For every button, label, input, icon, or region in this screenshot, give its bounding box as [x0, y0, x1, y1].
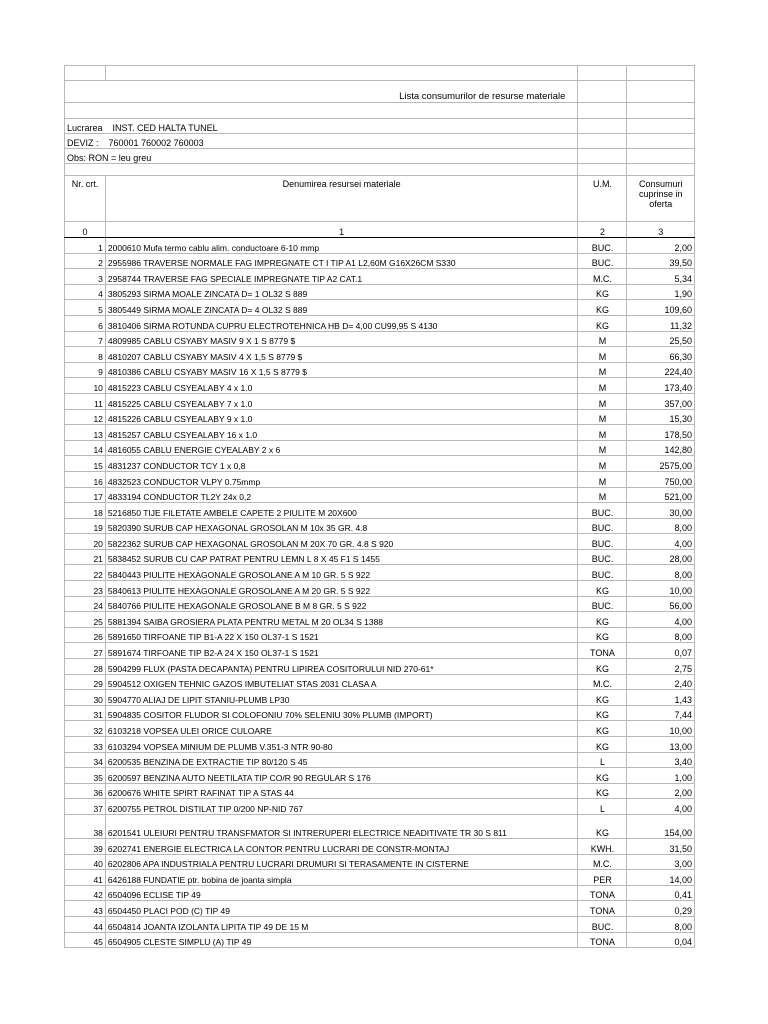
- row-number: 15: [65, 456, 106, 472]
- table-row: [65, 596, 695, 612]
- table-row: [65, 440, 695, 456]
- table-row: [65, 854, 695, 870]
- header-name: Denumirea resursei materiale: [105, 176, 578, 222]
- material-name: 5838452 SURUB CU CAP PATRAT PENTRU LEMN L 8 X 45 F1 S 1455: [105, 549, 578, 565]
- quantity: 3,40: [627, 752, 695, 768]
- quantity: 39,50: [627, 253, 695, 269]
- table-row: [65, 901, 695, 917]
- title-row: [65, 81, 695, 103]
- quantity: 357,00: [627, 393, 695, 409]
- material-name: 4810207 CABLU CSYABY MASIV 4 X 1,5 S 8779 $: [105, 347, 578, 363]
- blank-row: [65, 164, 695, 176]
- quantity: 2575,00: [627, 456, 695, 472]
- material-name: 4815226 CABLU CSYEALABY 9 x 1.0: [105, 409, 578, 425]
- table-row: [65, 362, 695, 378]
- quantity: 8,00: [627, 565, 695, 581]
- unit-of-measure: BUC.: [578, 549, 627, 565]
- row-number: 4: [65, 284, 106, 300]
- table-row: [65, 581, 695, 597]
- quantity: 13,00: [627, 737, 695, 753]
- material-name: 2958744 TRAVERSE FAG SPECIALE IMPREGNATE TIP A2 CAT.1: [105, 269, 578, 285]
- material-name: 5904299 FLUX (PASTA DECAPANTA) PENTRU LIPIREA COSITORULUI NID 270-61*: [105, 659, 578, 675]
- index-cell: 0: [65, 222, 106, 238]
- unit-of-measure: M.C.: [578, 674, 627, 690]
- quantity: 1,90: [627, 284, 695, 300]
- quantity: 66,30: [627, 347, 695, 363]
- unit-of-measure: M: [578, 362, 627, 378]
- header-qty: Consumuri cuprinse in oferta: [627, 176, 695, 222]
- table-row: [65, 549, 695, 565]
- material-name: 6504450 PLACI POD (C) TIP 49: [105, 901, 578, 917]
- quantity: 8,00: [627, 627, 695, 643]
- row-number: 13: [65, 425, 106, 441]
- unit-of-measure: KG: [578, 612, 627, 628]
- table-row: [65, 425, 695, 441]
- material-name: 5820390 SURUB CAP HEXAGONAL GROSOLAN M 10x 35 GR. 4.8: [105, 518, 578, 534]
- material-name: 6200535 BENZINA DE EXTRACTIE TIP 80/120 S 45: [105, 752, 578, 768]
- unit-of-measure: KG: [578, 581, 627, 597]
- row-number: 12: [65, 409, 106, 425]
- lucrarea-row: [65, 119, 695, 134]
- row-number: 40: [65, 854, 106, 870]
- material-name: 3805449 SIRMA MOALE ZINCATA D= 4 OL32 S 889: [105, 300, 578, 316]
- quantity: 3,00: [627, 854, 695, 870]
- table-row: [65, 752, 695, 768]
- table-row: [65, 612, 695, 628]
- row-number: 31: [65, 705, 106, 721]
- unit-of-measure: L: [578, 799, 627, 815]
- table-row: [65, 674, 695, 690]
- quantity: 2,40: [627, 674, 695, 690]
- table-row: [65, 768, 695, 784]
- quantity: 4,00: [627, 612, 695, 628]
- index-row: [65, 222, 695, 238]
- table-row: [65, 269, 695, 285]
- table-row: [65, 409, 695, 425]
- material-name: 4831237 CONDUCTOR TCY 1 x 0,8: [105, 456, 578, 472]
- material-name: 6200755 PETROL DISTILAT TIP 0/200 NP-NID 767: [105, 799, 578, 815]
- row-number: 1: [65, 238, 106, 254]
- material-name: 6103218 VOPSEA ULEI ORICE CULOARE: [105, 721, 578, 737]
- table-row: [65, 799, 695, 815]
- lucrarea-value: INST. CED HALTA TUNEL: [112, 123, 218, 133]
- material-name: 6201541 ULEIURI PENTRU TRANSFMATOR SI INTRERUPERI ELECTRICE NEADITIVATE TR 30 S 811: [105, 814, 578, 838]
- material-list-sheet: [64, 65, 695, 948]
- row-number: 25: [65, 612, 106, 628]
- row-number: 23: [65, 581, 106, 597]
- material-name: 5904770 ALIAJ DE LIPIT STANIU-PLUMB LP30: [105, 690, 578, 706]
- unit-of-measure: M: [578, 440, 627, 456]
- row-number: 2: [65, 253, 106, 269]
- quantity: 1,43: [627, 690, 695, 706]
- row-number: 17: [65, 487, 106, 503]
- table-row: [65, 315, 695, 331]
- table-row: [65, 347, 695, 363]
- unit-of-measure: M: [578, 456, 627, 472]
- row-number: 34: [65, 752, 106, 768]
- unit-of-measure: KG: [578, 690, 627, 706]
- table-row: [65, 705, 695, 721]
- row-number: 41: [65, 870, 106, 886]
- unit-of-measure: KG: [578, 768, 627, 784]
- material-name: 4815223 CABLU CSYEALABY 4 x 1.0: [105, 378, 578, 394]
- table-row: [65, 378, 695, 394]
- unit-of-measure: M: [578, 393, 627, 409]
- unit-of-measure: M: [578, 331, 627, 347]
- material-name: 6202741 ENERGIE ELECTRICA LA CONTOR PENTRU LUCRARI DE CONSTR-MONTAJ: [105, 838, 578, 854]
- table-row: [65, 643, 695, 659]
- header-um: U.M.: [578, 176, 627, 222]
- unit-of-measure: BUC.: [578, 596, 627, 612]
- table-row: [65, 300, 695, 316]
- table-row: [65, 814, 695, 838]
- table-row: [65, 487, 695, 503]
- table-row: [65, 518, 695, 534]
- unit-of-measure: M: [578, 409, 627, 425]
- deviz-row: [65, 134, 695, 149]
- blank-row: [65, 103, 695, 119]
- row-number: 32: [65, 721, 106, 737]
- row-number: 21: [65, 549, 106, 565]
- row-number: 37: [65, 799, 106, 815]
- quantity: 2,75: [627, 659, 695, 675]
- row-number: 18: [65, 503, 106, 519]
- quantity: 10,00: [627, 581, 695, 597]
- quantity: 521,00: [627, 487, 695, 503]
- index-cell: 3: [627, 222, 695, 238]
- row-number: 36: [65, 783, 106, 799]
- unit-of-measure: KWH.: [578, 838, 627, 854]
- quantity: 154,00: [627, 814, 695, 838]
- material-name: 6200597 BENZINA AUTO NEETILATA TIP CO/R 90 REGULAR S 176: [105, 768, 578, 784]
- quantity: 10,00: [627, 721, 695, 737]
- lucrarea-label: Lucrarea: [67, 123, 103, 133]
- row-number: 6: [65, 315, 106, 331]
- material-name: 5216850 TIJE FILETATE AMBELE CAPETE 2 PIULITE M 20X600: [105, 503, 578, 519]
- table-row: [65, 627, 695, 643]
- quantity: 14,00: [627, 870, 695, 886]
- blank-row: [65, 66, 695, 81]
- material-name: 6200676 WHITE SPIRT RAFINAT TIP A STAS 44: [105, 783, 578, 799]
- quantity: 4,00: [627, 534, 695, 550]
- material-name: 6103294 VOPSEA MINIUM DE PLUMB V.351-3 NTR 90-80: [105, 737, 578, 753]
- document-title: Lista consumurilor de resurse materiale: [105, 81, 578, 103]
- row-number: 22: [65, 565, 106, 581]
- table-row: [65, 916, 695, 932]
- unit-of-measure: KG: [578, 284, 627, 300]
- row-number: 5: [65, 300, 106, 316]
- unit-of-measure: M: [578, 487, 627, 503]
- index-cell: 2: [578, 222, 627, 238]
- row-number: 45: [65, 932, 106, 948]
- material-name: 2000610 Mufa termo cablu alim. conductoare 6-10 mmp: [105, 238, 578, 254]
- table-row: [65, 534, 695, 550]
- material-name: 5891650 TIRFOANE TIP B1-A 22 X 150 OL37-1 S 1521: [105, 627, 578, 643]
- row-number: 20: [65, 534, 106, 550]
- unit-of-measure: TONA: [578, 901, 627, 917]
- row-number: 44: [65, 916, 106, 932]
- quantity: 0,29: [627, 901, 695, 917]
- quantity: 173,40: [627, 378, 695, 394]
- obs-note: Obs: RON = leu greu: [65, 149, 578, 164]
- unit-of-measure: KG: [578, 627, 627, 643]
- material-name: 5904512 OXIGEN TEHNIC GAZOS IMBUTELIAT STAS 2031 CLASA A: [105, 674, 578, 690]
- obs-row: [65, 149, 695, 164]
- quantity: 30,00: [627, 503, 695, 519]
- row-number: 33: [65, 737, 106, 753]
- deviz-label: DEVIZ :: [67, 138, 99, 148]
- quantity: 142,80: [627, 440, 695, 456]
- quantity: 178,50: [627, 425, 695, 441]
- material-name: 4815225 CABLU CSYEALABY 7 x 1.0: [105, 393, 578, 409]
- table-row: [65, 885, 695, 901]
- unit-of-measure: KG: [578, 300, 627, 316]
- quantity: 2,00: [627, 783, 695, 799]
- unit-of-measure: L: [578, 752, 627, 768]
- row-number: 29: [65, 674, 106, 690]
- table-row: [65, 838, 695, 854]
- row-number: 9: [65, 362, 106, 378]
- table-row: [65, 783, 695, 799]
- unit-of-measure: M.C.: [578, 854, 627, 870]
- material-name: 4809985 CABLU CSYABY MASIV 9 X 1 S 8779 $: [105, 331, 578, 347]
- material-name: 6504814 JOANTA IZOLANTA LIPITA TIP 49 DE 15 M: [105, 916, 578, 932]
- row-number: 43: [65, 901, 106, 917]
- row-number: 8: [65, 347, 106, 363]
- row-number: 3: [65, 269, 106, 285]
- header-nr: Nr. crt.: [65, 176, 106, 222]
- unit-of-measure: TONA: [578, 643, 627, 659]
- unit-of-measure: TONA: [578, 932, 627, 948]
- row-number: 14: [65, 440, 106, 456]
- unit-of-measure: PER: [578, 870, 627, 886]
- table-row: [65, 331, 695, 347]
- unit-of-measure: M.C.: [578, 269, 627, 285]
- unit-of-measure: KG: [578, 721, 627, 737]
- material-name: 4816055 CABLU ENERGIE CYEALABY 2 x 6: [105, 440, 578, 456]
- unit-of-measure: KG: [578, 737, 627, 753]
- table-row: [65, 690, 695, 706]
- material-name: 6202806 APA INDUSTRIALA PENTRU LUCRARI DRUMURI SI TERASAMENTE IN CISTERNE: [105, 854, 578, 870]
- unit-of-measure: BUC.: [578, 503, 627, 519]
- unit-of-measure: KG: [578, 814, 627, 838]
- quantity: 7,44: [627, 705, 695, 721]
- row-number: 42: [65, 885, 106, 901]
- quantity: 8,00: [627, 916, 695, 932]
- material-name: 3810406 SIRMA ROTUNDA CUPRU ELECTROTEHNICA HB D= 4,00 CU99,95 S 4130: [105, 315, 578, 331]
- material-name: 5891674 TIRFOANE TIP B2-A 24 X 150 OL37-1 S 1521: [105, 643, 578, 659]
- row-number: 24: [65, 596, 106, 612]
- material-name: 5840443 PIULITE HEXAGONALE GROSOLANE A M 10 GR. 5 S 922: [105, 565, 578, 581]
- unit-of-measure: BUC.: [578, 253, 627, 269]
- deviz-value: 760001 760002 760003: [108, 138, 204, 148]
- row-number: 35: [65, 768, 106, 784]
- quantity: 28,00: [627, 549, 695, 565]
- unit-of-measure: M: [578, 378, 627, 394]
- table-row: [65, 737, 695, 753]
- material-name: 5840766 PIULITE HEXAGONALE GROSOLANE B M 8 GR. 5 S 922: [105, 596, 578, 612]
- quantity: 750,00: [627, 471, 695, 487]
- table-row: [65, 284, 695, 300]
- row-number: 11: [65, 393, 106, 409]
- unit-of-measure: TONA: [578, 885, 627, 901]
- unit-of-measure: M: [578, 425, 627, 441]
- unit-of-measure: M: [578, 347, 627, 363]
- header-row: [65, 176, 695, 222]
- quantity: 15,30: [627, 409, 695, 425]
- row-number: 38: [65, 814, 106, 838]
- material-name: 4810386 CABLU CSYABY MASIV 16 X 1,5 S 8779 $: [105, 362, 578, 378]
- quantity: 8,00: [627, 518, 695, 534]
- material-name: 4832523 CONDUCTOR VLPY 0.75mmp: [105, 471, 578, 487]
- row-number: 16: [65, 471, 106, 487]
- unit-of-measure: BUC.: [578, 238, 627, 254]
- unit-of-measure: BUC.: [578, 534, 627, 550]
- row-number: 39: [65, 838, 106, 854]
- quantity: 1,00: [627, 768, 695, 784]
- material-name: 5840613 PIULITE HEXAGONALE GROSOLANE A M 20 GR. 5 S 922: [105, 581, 578, 597]
- row-number: 30: [65, 690, 106, 706]
- quantity: 224,40: [627, 362, 695, 378]
- table-row: [65, 659, 695, 675]
- unit-of-measure: KG: [578, 783, 627, 799]
- table-row: [65, 253, 695, 269]
- material-name: 5822362 SURUB CAP HEXAGONAL GROSOLAN M 20X 70 GR. 4.8 S 920: [105, 534, 578, 550]
- unit-of-measure: KG: [578, 315, 627, 331]
- quantity: 109,60: [627, 300, 695, 316]
- quantity: 2,00: [627, 238, 695, 254]
- row-number: 7: [65, 331, 106, 347]
- unit-of-measure: M: [578, 471, 627, 487]
- table-row: [65, 870, 695, 886]
- table-row: [65, 565, 695, 581]
- table-row: [65, 503, 695, 519]
- unit-of-measure: KG: [578, 659, 627, 675]
- row-number: 28: [65, 659, 106, 675]
- row-number: 19: [65, 518, 106, 534]
- material-name: 4815257 CABLU CSYEALABY 16 x 1.0: [105, 425, 578, 441]
- material-name: 5904835 COSITOR FLUDOR SI COLOFONIU 70% SELENIU 30% PLUMB (IMPORT): [105, 705, 578, 721]
- quantity: 31,50: [627, 838, 695, 854]
- material-name: 6504096 ECLISE TIP 49: [105, 885, 578, 901]
- unit-of-measure: BUC.: [578, 518, 627, 534]
- unit-of-measure: BUC.: [578, 916, 627, 932]
- table-row: [65, 456, 695, 472]
- table-row: [65, 932, 695, 948]
- unit-of-measure: KG: [578, 705, 627, 721]
- quantity: 0,07: [627, 643, 695, 659]
- quantity: 5,34: [627, 269, 695, 285]
- sheet-body: [65, 66, 695, 948]
- quantity: 25,50: [627, 331, 695, 347]
- quantity: 0,41: [627, 885, 695, 901]
- quantity: 56,00: [627, 596, 695, 612]
- quantity: 4,00: [627, 799, 695, 815]
- row-number: 27: [65, 643, 106, 659]
- material-name: 6426188 FUNDATIE ptr. bobina de joanta simpla: [105, 870, 578, 886]
- quantity: 0,04: [627, 932, 695, 948]
- material-name: 2955986 TRAVERSE NORMALE FAG IMPREGNATE CT I TIP A1 L2,60M G16X26CM S330: [105, 253, 578, 269]
- material-name: 6504905 CLESTE SIMPLU (A) TIP 49: [105, 932, 578, 948]
- row-number: 26: [65, 627, 106, 643]
- material-name: 5881394 SAIBA GROSIERA PLATA PENTRU METAL M 20 OL34 S 1388: [105, 612, 578, 628]
- material-name: 4833194 CONDUCTOR TL2Y 24x 0,2: [105, 487, 578, 503]
- table-row: [65, 721, 695, 737]
- table-row: [65, 238, 695, 254]
- index-cell: 1: [105, 222, 578, 238]
- table-row: [65, 393, 695, 409]
- quantity: 11,32: [627, 315, 695, 331]
- row-number: 10: [65, 378, 106, 394]
- unit-of-measure: BUC.: [578, 565, 627, 581]
- material-name: 3805293 SIRMA MOALE ZINCATA D= 1 OL32 S 889: [105, 284, 578, 300]
- table-row: [65, 471, 695, 487]
